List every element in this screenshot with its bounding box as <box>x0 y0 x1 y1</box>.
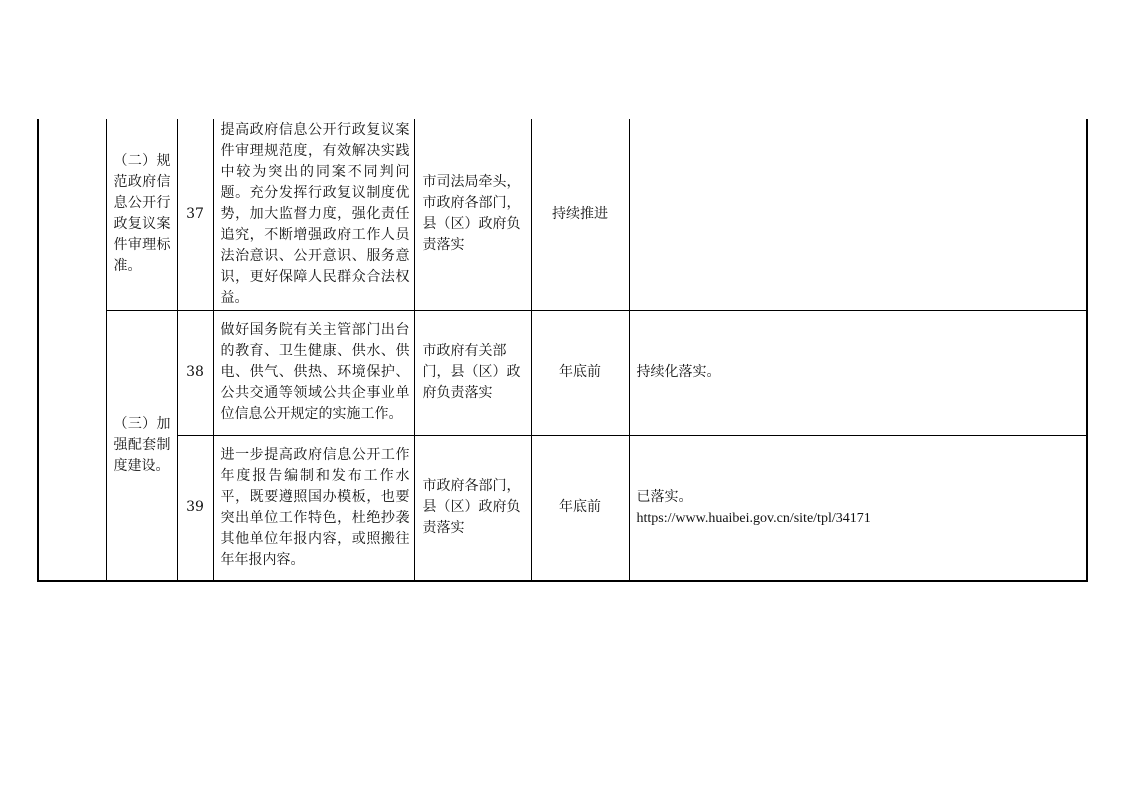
task-description: 提高政府信息公开行政复议案件审理规范度，有效解决实践中较为突出的同案不同判问题。充分发挥行政复议制度优势，加大监督力度，强化责任追究，不断增强政府工作人员法治意识、公开意识、服务意识，更好保障人民群众合法权益。 <box>213 119 414 310</box>
item-number: 39 <box>177 435 213 581</box>
responsible-unit: 市司法局牵头，市政府各部门，县（区）政府负责落实 <box>414 119 531 310</box>
item-number: 38 <box>177 310 213 435</box>
blank-section-cell <box>38 119 106 581</box>
category-cell <box>106 119 177 310</box>
status-text: 已落实。 <box>636 488 693 505</box>
status-link[interactable]: https://www.huaibei.gov.cn/site/tpl/34171 <box>636 510 871 526</box>
category-cell <box>106 310 177 581</box>
deadline: 持续推进 <box>531 119 629 310</box>
table-row <box>38 310 1087 435</box>
category-text: （二）规范政府信息公开行政复议案件审理标准。 <box>113 153 171 275</box>
deadline: 年底前 <box>531 435 629 581</box>
responsible-unit: 市政府有关部门，县（区）政府负责落实 <box>414 310 531 435</box>
task-description: 进一步提高政府信息公开工作年度报告编制和发布工作水平，既要遵照国办模板，也要突出单位工作特色，杜绝抄袭其他单位年报内容，或照搬往年年报内容。 <box>213 435 414 581</box>
item-number: 37 <box>177 119 213 310</box>
status-text: 持续化落实。 <box>636 364 721 380</box>
status-cell <box>629 119 1087 310</box>
table-row <box>38 435 1087 581</box>
status-cell <box>629 435 1087 581</box>
status-cell <box>629 310 1087 435</box>
table-row <box>38 119 1087 310</box>
responsible-unit: 市政府各部门，县（区）政府负责落实 <box>414 435 531 581</box>
task-table <box>37 119 1088 582</box>
task-description: 做好国务院有关主管部门出台的教育、卫生健康、供水、供电、供气、供热、环境保护、公共交通等领域公共企事业单位信息公开规定的实施工作。 <box>213 310 414 435</box>
deadline: 年底前 <box>531 310 629 435</box>
category-text: （三）加强配套制度建设。 <box>113 415 171 474</box>
